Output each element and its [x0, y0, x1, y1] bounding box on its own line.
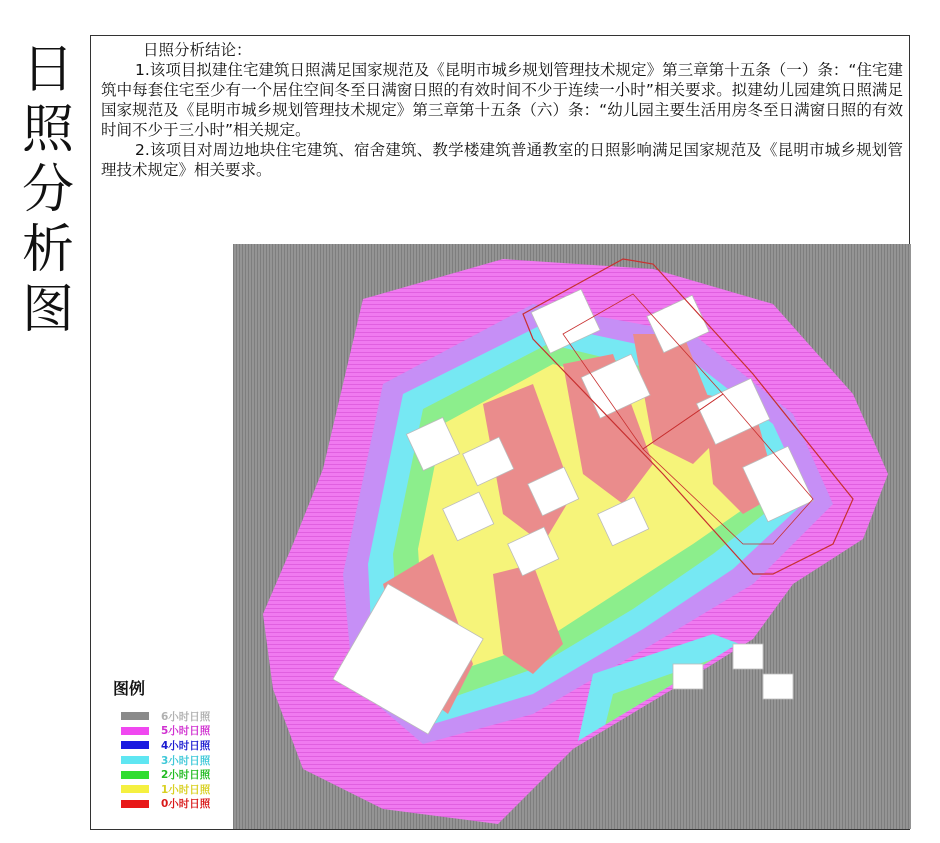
legend-label: 1小时日照: [161, 783, 211, 796]
legend-swatch: [121, 771, 149, 779]
legend-label: 3小时日照: [161, 754, 211, 767]
analysis-panel: [90, 35, 910, 830]
sunlight-map: [233, 244, 911, 829]
legend-item: [99, 782, 249, 797]
building: [733, 644, 763, 669]
legend-title: 图例: [113, 679, 146, 698]
vertical-title: [18, 40, 78, 340]
legend-item: [99, 753, 249, 768]
conclusion-paragraph-2: 2.该项目对周边地块住宅建筑、宿舍建筑、教学楼建筑普通教室的日照影响满足国家规范及《昆明市城乡规划管理技术规定》相关要求。: [101, 141, 903, 179]
legend-item: [99, 724, 249, 739]
legend: [99, 676, 249, 811]
legend-item: [99, 797, 249, 812]
sunlight-map-svg: [233, 244, 911, 829]
legend-item: [99, 738, 249, 753]
legend-label: 0小时日照: [161, 798, 211, 811]
building: [763, 674, 793, 699]
conclusion-text-block: [91, 36, 911, 180]
legend-swatch: [121, 756, 149, 764]
title-char: 析: [21, 220, 74, 280]
legend-label: 4小时日照: [161, 739, 211, 752]
title-char: 日: [21, 40, 74, 100]
legend-swatch: [121, 785, 149, 793]
legend-swatch: [121, 712, 149, 720]
legend-item: [99, 767, 249, 782]
legend-swatch: [121, 727, 149, 735]
title-char: 图: [21, 280, 74, 340]
title-char: 照: [21, 100, 74, 160]
legend-label: 6小时日照: [161, 710, 211, 723]
legend-label: 5小时日照: [161, 725, 211, 738]
conclusion-heading: 日照分析结论：: [143, 41, 252, 59]
legend-label: 2小时日照: [161, 769, 211, 782]
conclusion-paragraph-1: 1.该项目拟建住宅建筑日照满足国家规范及《昆明市城乡规划管理技术规定》第三章第十五条（一）条：“住宅建筑中每套住宅至少有一个居住空间冬至日满窗日照的有效时间不少于连续一小时”相关要求。拟建幼儿园建筑日照满足国家规范及《昆明市城乡规划管理技术规定》第三章第十五条（六）条：“幼儿园主要生活用房冬至日满窗日照的有效时间不少于三小时”相关规定。: [101, 61, 903, 139]
legend-swatch: [121, 800, 149, 808]
building: [673, 664, 703, 689]
legend-swatch: [121, 741, 149, 749]
legend-item: [99, 709, 249, 724]
title-char: 分: [21, 160, 74, 220]
